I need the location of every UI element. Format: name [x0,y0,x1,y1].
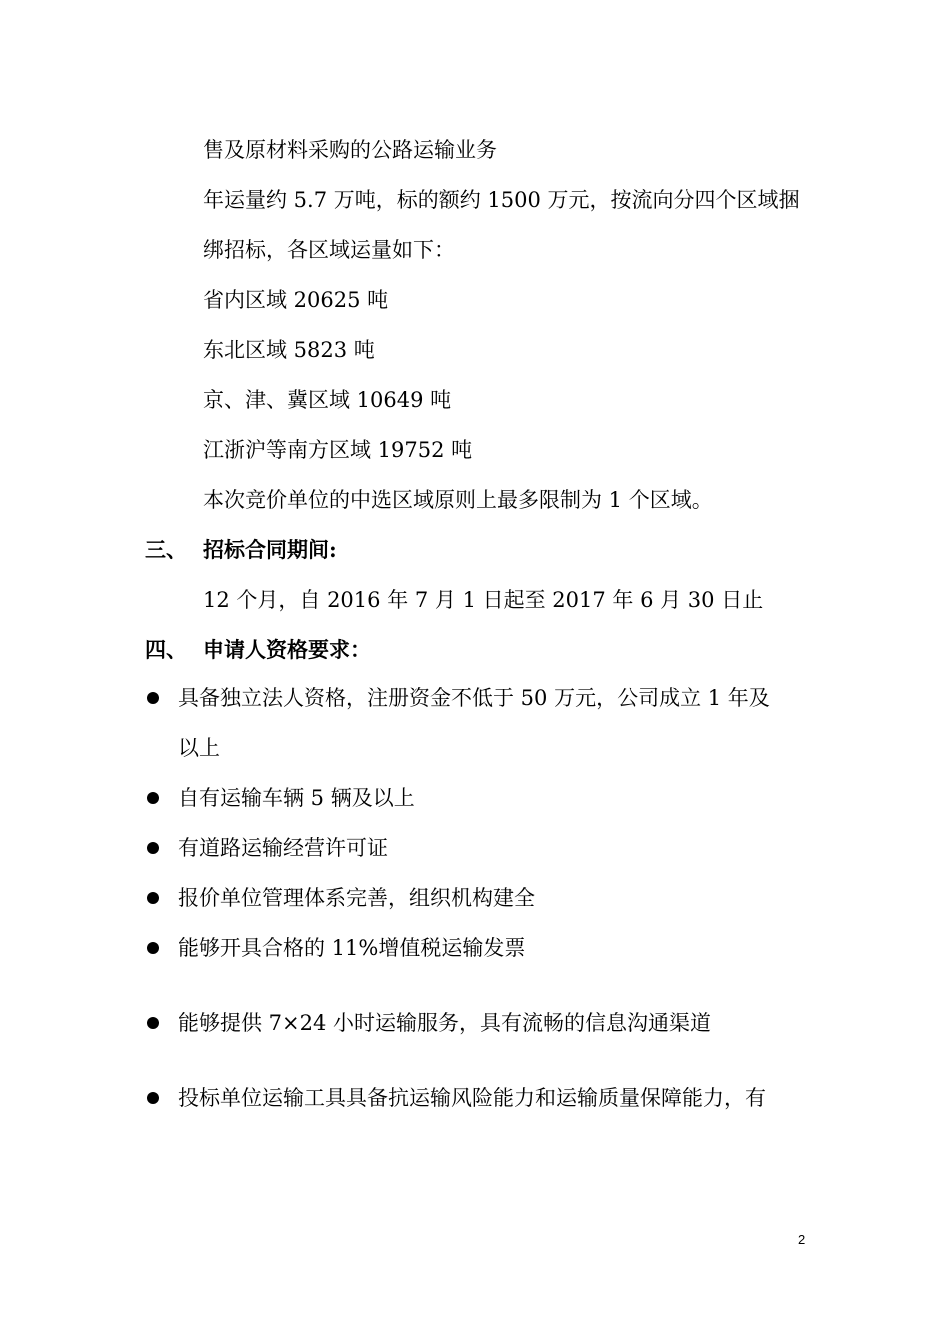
bullet-icon [147,692,159,704]
bullet-icon [147,1092,159,1104]
requirement-item: 投标单位运输工具具备抗运输风险能力和运输质量保障能力，有 [178,1086,766,1110]
requirement-item-continued: 以上 [178,736,220,760]
bullet-icon [147,842,159,854]
bullet-icon [147,792,159,804]
section-title: 申请人资格要求： [203,637,371,662]
requirement-item: 自有运输车辆 5 辆及以上 [178,786,415,810]
content-line: 年运量约 5.7 万吨，标的额约 1500 万元，按流向分四个区域捆 [203,188,800,212]
bullet-icon [147,1017,159,1029]
content-line: 绑招标，各区域运量如下： [203,238,455,262]
requirement-item: 报价单位管理体系完善，组织机构建全 [178,886,535,910]
limit-note: 本次竞价单位的中选区域原则上最多限制为 1 个区域。 [203,488,713,512]
section-title: 招标合同期间: [203,537,337,562]
requirement-item: 能够提供 7×24 小时运输服务，具有流畅的信息沟通渠道 [178,1011,712,1035]
region-line: 京、津、冀区域 10649 吨 [203,388,452,412]
bullet-icon [147,942,159,954]
requirement-item: 有道路运输经营许可证 [178,836,388,860]
section-number: 四、 [145,637,187,662]
region-line: 江浙沪等南方区域 19752 吨 [203,438,473,462]
requirement-item: 能够开具合格的 11%增值税运输发票 [178,936,526,960]
content-line: 售及原材料采购的公路运输业务 [203,138,497,162]
region-line: 东北区域 5823 吨 [203,338,375,362]
section-number: 三、 [145,537,187,562]
page-number: 2 [798,1232,806,1247]
bullet-icon [147,892,159,904]
contract-period: 12 个月，自 2016 年 7 月 1 日起至 2017 年 6 月 30 日止 [203,588,764,612]
requirement-item: 具备独立法人资格，注册资金不低于 50 万元，公司成立 1 年及 [178,686,770,710]
region-line: 省内区域 20625 吨 [203,288,389,312]
